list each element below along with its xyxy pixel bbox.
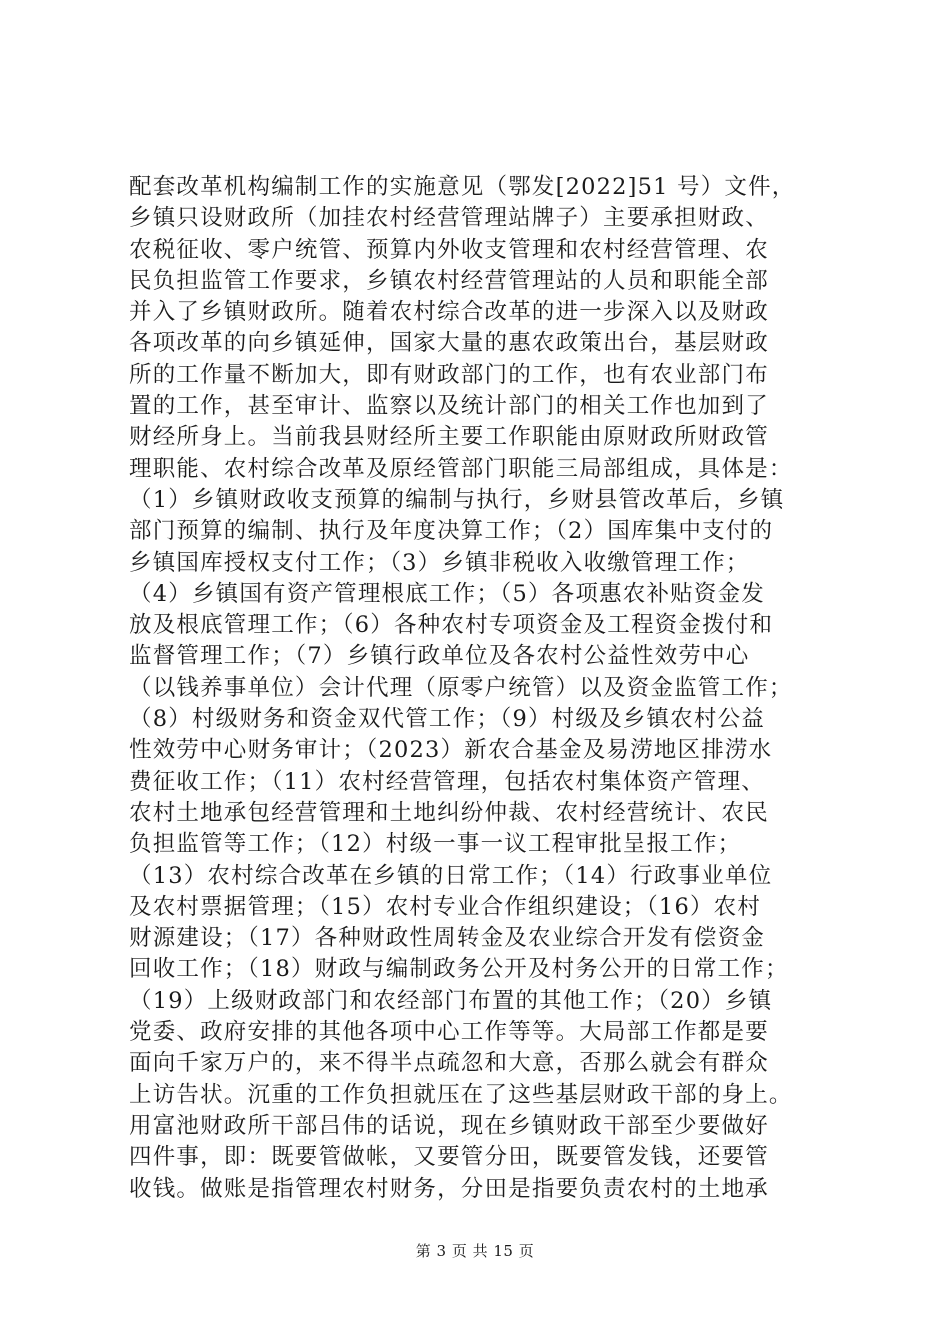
text-line: （1）乡镇财政收支预算的编制与执行，乡财县管改革后，乡镇	[129, 486, 785, 513]
text-line: 部门预算的编制、执行及年度决算工作；（2）国库集中支付的	[129, 518, 774, 545]
text-line: 配套改革机构编制工作的实施意见（鄂发[2022]51 号）文件，	[129, 174, 796, 200]
text-line: 民负担监管工作要求，乡镇农村经营管理站的人员和职能全部	[129, 267, 769, 294]
text-line: 理职能、农村综合改革及原经管部门职能三局部组成，具体是：	[129, 455, 793, 482]
text-line: （以钱养事单位）会计代理（原零户统管）以及资金监管工作；	[129, 674, 793, 701]
text-line: 乡镇国库授权支付工作；（3）乡镇非税收入收缴管理工作；	[129, 549, 750, 576]
text-line: 及农村票据管理；（15）农村专业合作组织建设；（16）农村	[129, 893, 762, 920]
text-line: 收钱。做账是指管理农村财务，分田是指要负责农村的土地承	[129, 1175, 769, 1202]
text-line: （13）农村综合改革在乡镇的日常工作；（14）行政事业单位	[129, 862, 773, 889]
text-line: 四件事，即：既要管做帐，又要管分田，既要管发钱，还要管	[129, 1144, 769, 1171]
text-line: 监督管理工作；（7）乡镇行政单位及各农村公益性效劳中心	[129, 643, 750, 670]
text-line: 农税征收、零户统管、预算内外收支管理和农村经营管理、农	[129, 236, 769, 263]
text-line: 回收工作；（18）财政与编制政务公开及村务公开的日常工作；	[129, 956, 789, 983]
text-line: 用富池财政所干部吕伟的话说，现在乡镇财政干部至少要做好	[129, 1112, 769, 1139]
text-line: 财源建设；（17）各种财政性周转金及农业综合开发有偿资金	[129, 925, 765, 952]
text-line: （8）村级财务和资金双代管工作；（9）村级及乡镇农村公益	[129, 706, 765, 733]
text-line: 性效劳中心财务审计；（2023）新农合基金及易涝地区排涝水	[129, 737, 773, 764]
text-line: 负担监管等工作；（12）村级一事一议工程审批呈报工作；	[129, 831, 742, 858]
text-line: 上访告状。沉重的工作负担就压在了这些基层财政干部的身上。	[129, 1081, 793, 1108]
text-line: 农村土地承包经营管理和土地纠纷仲裁、农村经营统计、农民	[129, 799, 769, 826]
body-text	[129, 172, 849, 1205]
text-line: 党委、政府安排的其他各项中心工作等等。大局部工作都是要	[129, 1019, 769, 1046]
text-line: 乡镇只设财政所（加挂农村经营管理站牌子）主要承担财政、	[129, 205, 769, 232]
text-line: 放及根底管理工作；（6）各种农村专项资金及工程资金拨付和	[129, 612, 774, 639]
text-line: 财经所身上。当前我县财经所主要工作职能由原财政所财政管	[129, 424, 769, 451]
page-footer: 第 3 页 共 15 页	[415, 1242, 535, 1260]
text-line: （19）上级财政部门和农经部门布置的其他工作；（20）乡镇	[129, 987, 773, 1014]
text-line: 面向千家万户的，来不得半点疏忽和大意，否那么就会有群众	[129, 1050, 769, 1077]
text-line: 各项改革的向乡镇延伸，国家大量的惠农政策出台，基层财政	[129, 330, 769, 357]
text-line: 并入了乡镇财政所。随着农村综合改革的进一步深入以及财政	[129, 299, 769, 326]
text-line: 所的工作量不断加大，即有财政部门的工作，也有农业部门布	[129, 361, 769, 388]
text-line: 置的工作，甚至审计、监察以及统计部门的相关工作也加到了	[129, 393, 769, 420]
text-line: 费征收工作；（11）农村经营管理，包括农村集体资产管理、	[129, 768, 765, 795]
text-line: （4）乡镇国有资产管理根底工作；（5）各项惠农补贴资金发	[129, 580, 765, 607]
